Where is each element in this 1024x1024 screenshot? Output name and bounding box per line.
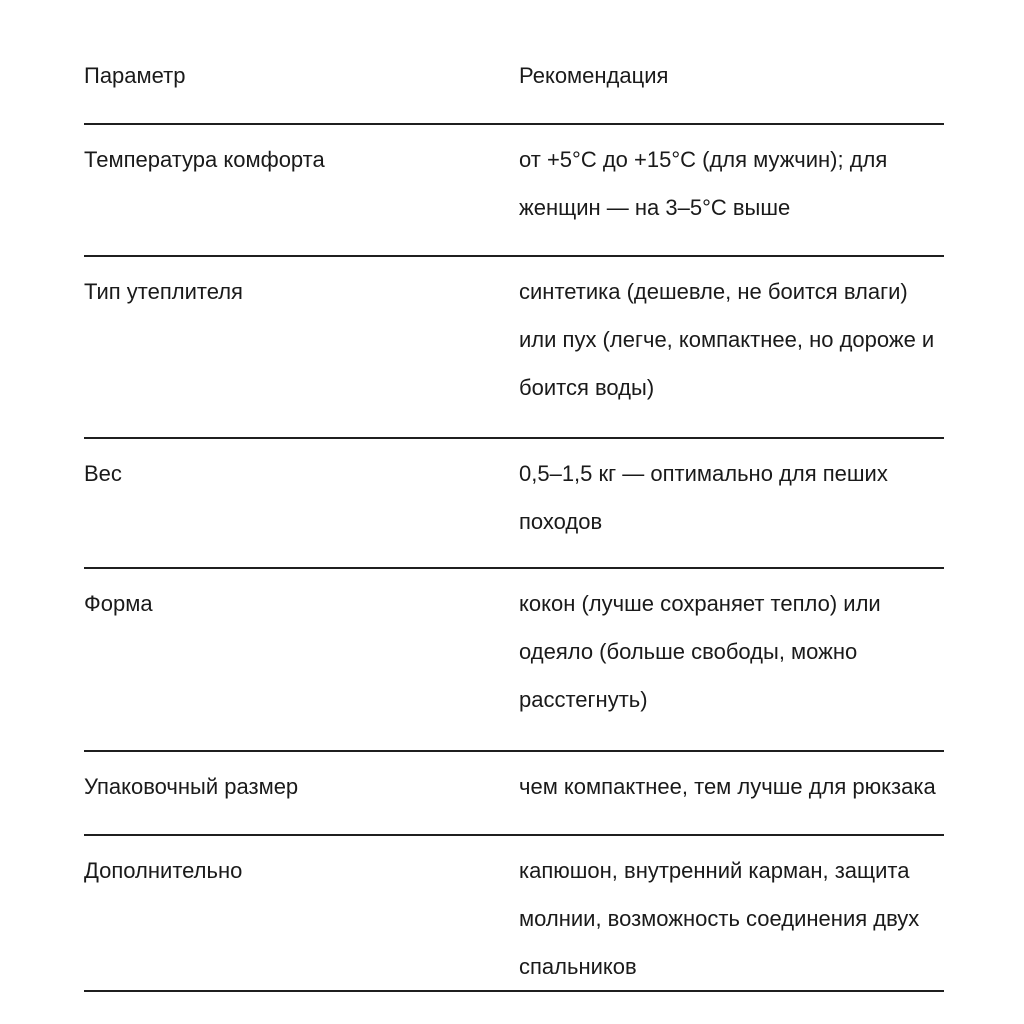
row-param: Тип утеплителя (84, 279, 243, 304)
table-row (84, 569, 944, 752)
row-param: Температура комфорта (84, 147, 325, 172)
header-recommendation: Рекомендация (519, 63, 669, 88)
recommendation-table (84, 0, 944, 992)
table-row (84, 257, 944, 439)
row-recommendation (519, 257, 944, 437)
recommendation-line: боится воды) (519, 375, 655, 400)
row-recommendation (519, 836, 944, 990)
recommendation-line: или пух (легче, компактнее, но дороже и (519, 327, 935, 352)
header-param: Параметр (84, 63, 186, 88)
recommendation-line: капюшон, внутренний карман, защита (519, 858, 910, 883)
recommendation-line: женщин — на 3–5°C выше (519, 195, 791, 220)
recommendation-line: расстегнуть) (519, 687, 648, 712)
row-param: Упаковочный размер (84, 774, 299, 799)
recommendation-line: походов (519, 509, 603, 534)
recommendation-line: 0,5–1,5 кг — оптимально для пеших (519, 461, 888, 486)
table-row (84, 125, 944, 257)
table-row (84, 836, 944, 992)
recommendation-line: спальников (519, 954, 637, 979)
row-recommendation (519, 569, 944, 750)
row-param: Дополнительно (84, 858, 243, 883)
recommendation-line: кокон (лучше сохраняет тепло) или (519, 591, 881, 616)
recommendation-line: молнии, возможность соединения двух (519, 906, 920, 931)
table-header-row (84, 0, 944, 125)
row-recommendation (519, 752, 944, 834)
table-row (84, 752, 944, 836)
row-param: Вес (84, 461, 122, 486)
row-recommendation (519, 439, 944, 567)
recommendation-line: чем компактнее, тем лучше для рюкзака (519, 774, 936, 799)
recommendation-line: от +5°C до +15°C (для мужчин); для (519, 147, 888, 172)
row-param: Форма (84, 591, 153, 616)
row-recommendation (519, 125, 944, 255)
table-row (84, 439, 944, 569)
recommendation-line: синтетика (дешевле, не боится влаги) (519, 279, 908, 304)
recommendation-line: одеяло (больше свободы, можно (519, 639, 858, 664)
